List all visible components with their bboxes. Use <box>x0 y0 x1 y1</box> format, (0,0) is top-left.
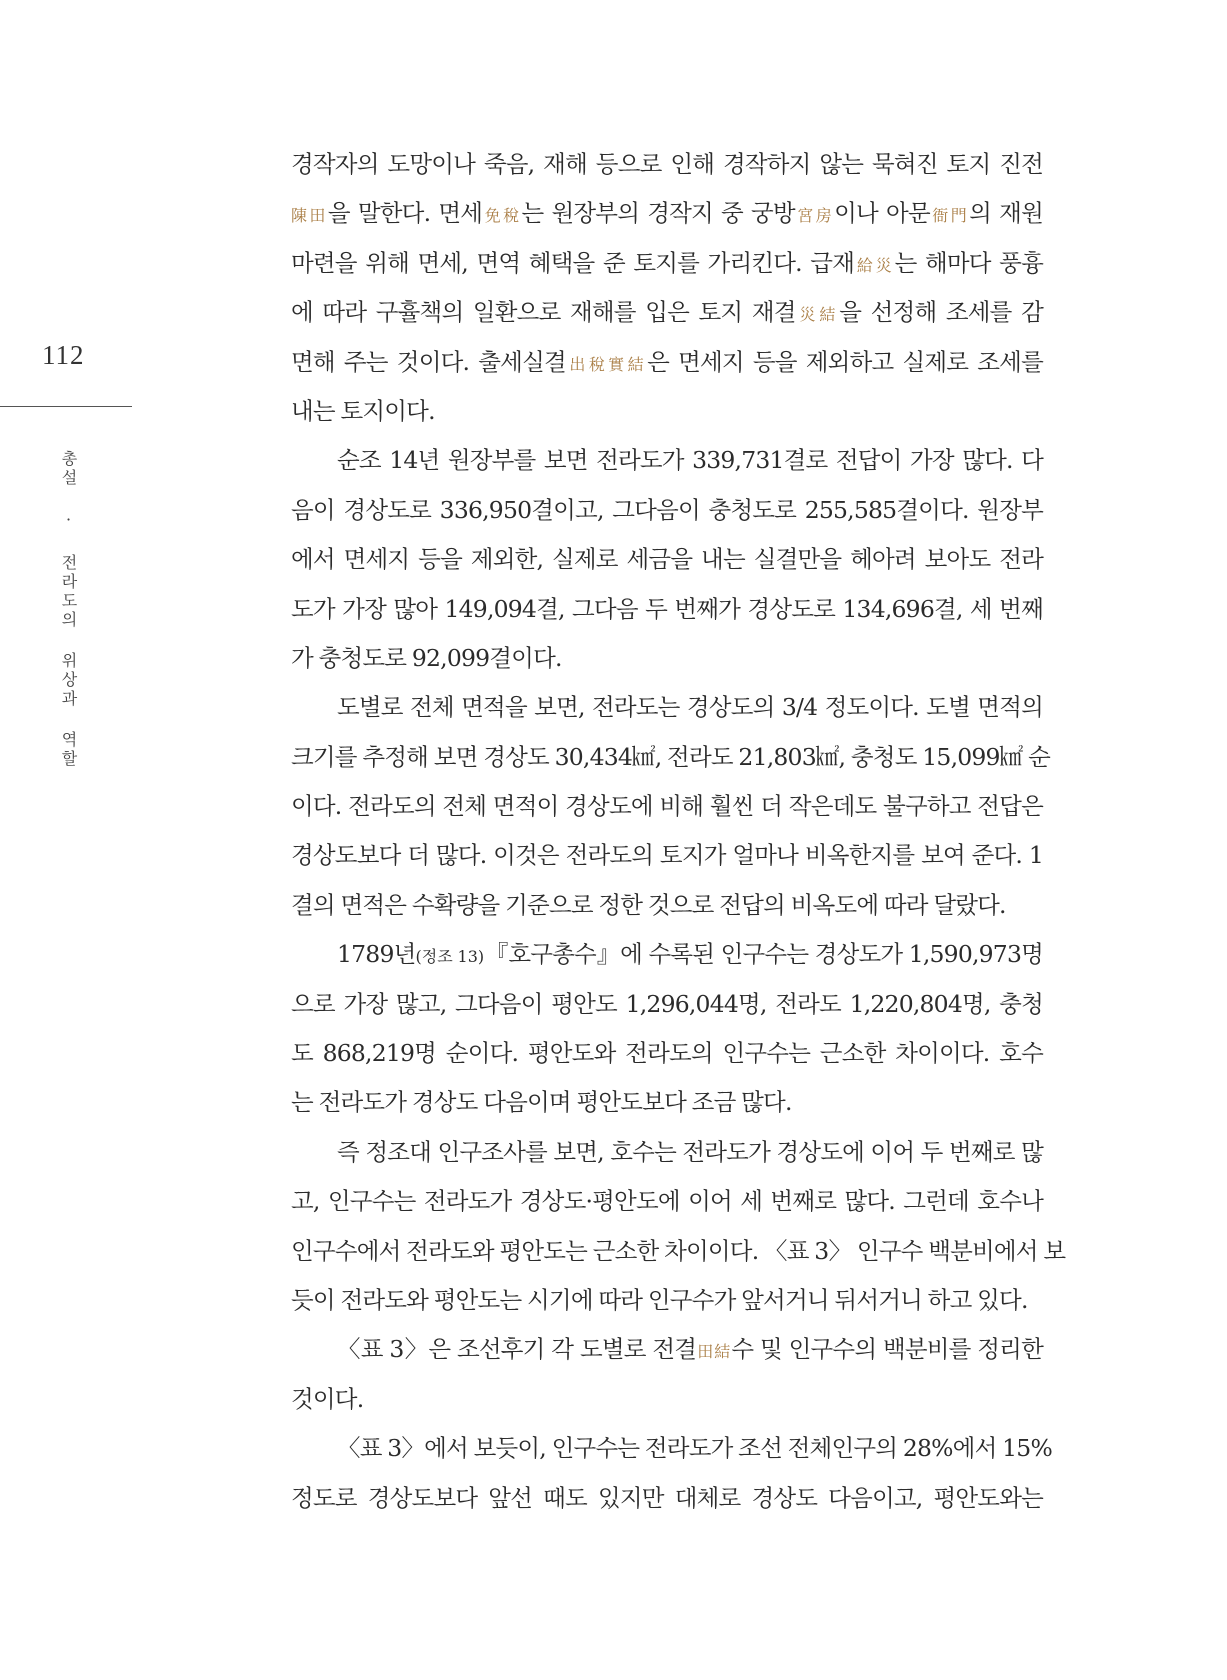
text-run: 이나 아문 <box>834 199 930 228</box>
text-run: 것이다. <box>291 1384 364 1413</box>
page-number: 112 <box>42 340 85 370</box>
text-run: 에 따라 구휼책의 일환으로 재해를 입은 토지 재결 <box>291 298 796 327</box>
text-line <box>291 1325 1043 1374</box>
text-run: 는 원장부의 경작지 중 궁방 <box>521 199 795 228</box>
text-run: 인구수에서 전라도와 평안도는 근소한 차이이다. 〈표 3〉 인구수 백분비에서 보 <box>291 1236 1066 1265</box>
text-run: 가 충청도로 92,099결이다. <box>291 643 562 672</box>
text-line <box>291 338 1043 387</box>
hanja-annotation: 衙門 <box>929 206 970 226</box>
text-line <box>291 1424 1052 1473</box>
running-head: 총설 · 전라도의 위상과 역할 <box>59 450 78 769</box>
text-line <box>291 387 1043 436</box>
text-line <box>291 634 1043 683</box>
text-line <box>291 683 1043 732</box>
text-line <box>291 486 1043 535</box>
text-run: 정도로 경상도보다 앞선 때도 있지만 대체로 경상도 다음이고, 평안도와는 <box>291 1483 1043 1512</box>
text-line <box>291 782 1043 831</box>
text-run: 는 해마다 풍흉 <box>894 248 1043 277</box>
hanja-annotation: 宮房 <box>794 206 835 226</box>
text-run: 즉 정조대 인구조사를 보면, 호수는 전라도가 경상도에 이어 두 번째로 많 <box>337 1137 1043 1166</box>
text-line <box>291 1029 1043 1078</box>
text-line <box>291 733 1050 782</box>
hanja-annotation: 給災 <box>854 255 895 275</box>
text-line <box>291 239 1043 288</box>
text-run: 경상도보다 더 많다. 이것은 전라도의 토지가 얼마나 비옥한지를 보여 준다. 1 <box>291 841 1043 870</box>
text-line <box>291 535 1043 584</box>
hanja-annotation: 災結 <box>795 305 840 325</box>
text-line <box>291 1227 1066 1276</box>
text-line <box>291 1474 1043 1523</box>
text-run: 〈표 3〉은 조선후기 각 도별로 전결 <box>337 1335 697 1364</box>
text-run: 〈표 3〉에서 보듯이, 인구수는 전라도가 조선 전체인구의 28%에서 15% <box>337 1434 1052 1463</box>
text-line <box>291 1078 1043 1127</box>
text-run: 결의 면적은 수확량을 기준으로 정한 것으로 전답의 비옥도에 따라 달랐다. <box>291 890 1006 919</box>
text-run: 크기를 추정해 보면 경상도 30,434㎢, 전라도 21,803㎢, 충청도 15,099㎢ 순 <box>291 742 1050 771</box>
text-line <box>291 436 1043 485</box>
text-line <box>291 585 1043 634</box>
text-line <box>291 288 1043 337</box>
text-run: 도가 가장 많아 149,094결, 그다음 두 번째가 경상도로 134,696결, 세 번째 <box>291 594 1043 623</box>
text-run: 순조 14년 원장부를 보면 전라도가 339,731결로 전답이 가장 많다. 다 <box>337 446 1043 475</box>
text-run: 경작자의 도망이나 죽음, 재해 등으로 인해 경작하지 않는 묵혀진 토지 진전 <box>291 150 1043 178</box>
text-run: 을 말한다. 면세 <box>327 199 483 228</box>
text-run: 이다. 전라도의 전체 면적이 경상도에 비해 훨씬 더 작은데도 불구하고 전답은 <box>291 792 1043 821</box>
text-line <box>291 189 1043 238</box>
text-line <box>291 980 1043 1029</box>
text-run: 에서 면세지 등을 제외한, 실제로 세금을 내는 실결만을 헤아려 보아도 전라 <box>291 545 1043 574</box>
text-run: 음이 경상도로 336,950결이고, 그다음이 충청도로 255,585결이다. 원장부 <box>291 495 1043 524</box>
hanja-annotation: 田結 <box>696 1342 732 1362</box>
text-run: 고, 인구수는 전라도가 경상도·평안도에 이어 세 번째로 많다. 그런데 호수나 <box>291 1187 1043 1216</box>
text-run: 을 선정해 조세를 감 <box>839 298 1044 327</box>
text-run: 내는 토지이다. <box>291 396 435 425</box>
hanja-annotation: 陳田 <box>291 206 328 226</box>
text-run: 도별로 전체 면적을 보면, 전라도는 경상도의 3/4 정도이다. 도별 면적의 <box>337 693 1043 722</box>
text-run: 는 전라도가 경상도 다음이며 평안도보다 조금 많다. <box>291 1088 792 1117</box>
text-line <box>291 930 1043 979</box>
text-run: 『호구총수』에 수록된 인구수는 경상도가 1,590,973명 <box>484 940 1044 969</box>
inline-note: (정조 13) <box>415 947 485 967</box>
text-line <box>291 1375 1043 1424</box>
text-run: 마련을 위해 면세, 면역 혜택을 준 토지를 가리킨다. 급재 <box>291 248 855 277</box>
text-run: 수 및 인구수의 백분비를 정리한 <box>731 1335 1043 1364</box>
text-line <box>291 881 1043 930</box>
text-line <box>291 140 1043 189</box>
text-run: 으로 가장 많고, 그다음이 평안도 1,296,044명, 전라도 1,220,804명, 충청 <box>291 989 1043 1018</box>
text-run: 면해 주는 것이다. 출세실결 <box>291 347 566 376</box>
text-run: 듯이 전라도와 평안도는 시기에 따라 인구수가 앞서거니 뒤서거니 하고 있다. <box>291 1285 1028 1314</box>
body-text <box>291 140 1066 1523</box>
text-run: 은 면세지 등을 제외하고 실제로 조세를 <box>647 347 1043 376</box>
text-run: 의 재원 <box>969 199 1043 228</box>
text-line <box>291 831 1043 880</box>
text-line <box>291 1128 1043 1177</box>
text-run: 도 868,219명 순이다. 평안도와 전라도의 인구수는 근소한 차이이다. 호수 <box>291 1039 1043 1068</box>
margin-divider <box>0 406 132 407</box>
hanja-annotation: 出稅實結 <box>565 354 648 374</box>
text-run: 1789년 <box>337 940 416 969</box>
text-line <box>291 1276 1043 1325</box>
hanja-annotation: 免稅 <box>482 206 522 226</box>
text-line <box>291 1177 1043 1226</box>
